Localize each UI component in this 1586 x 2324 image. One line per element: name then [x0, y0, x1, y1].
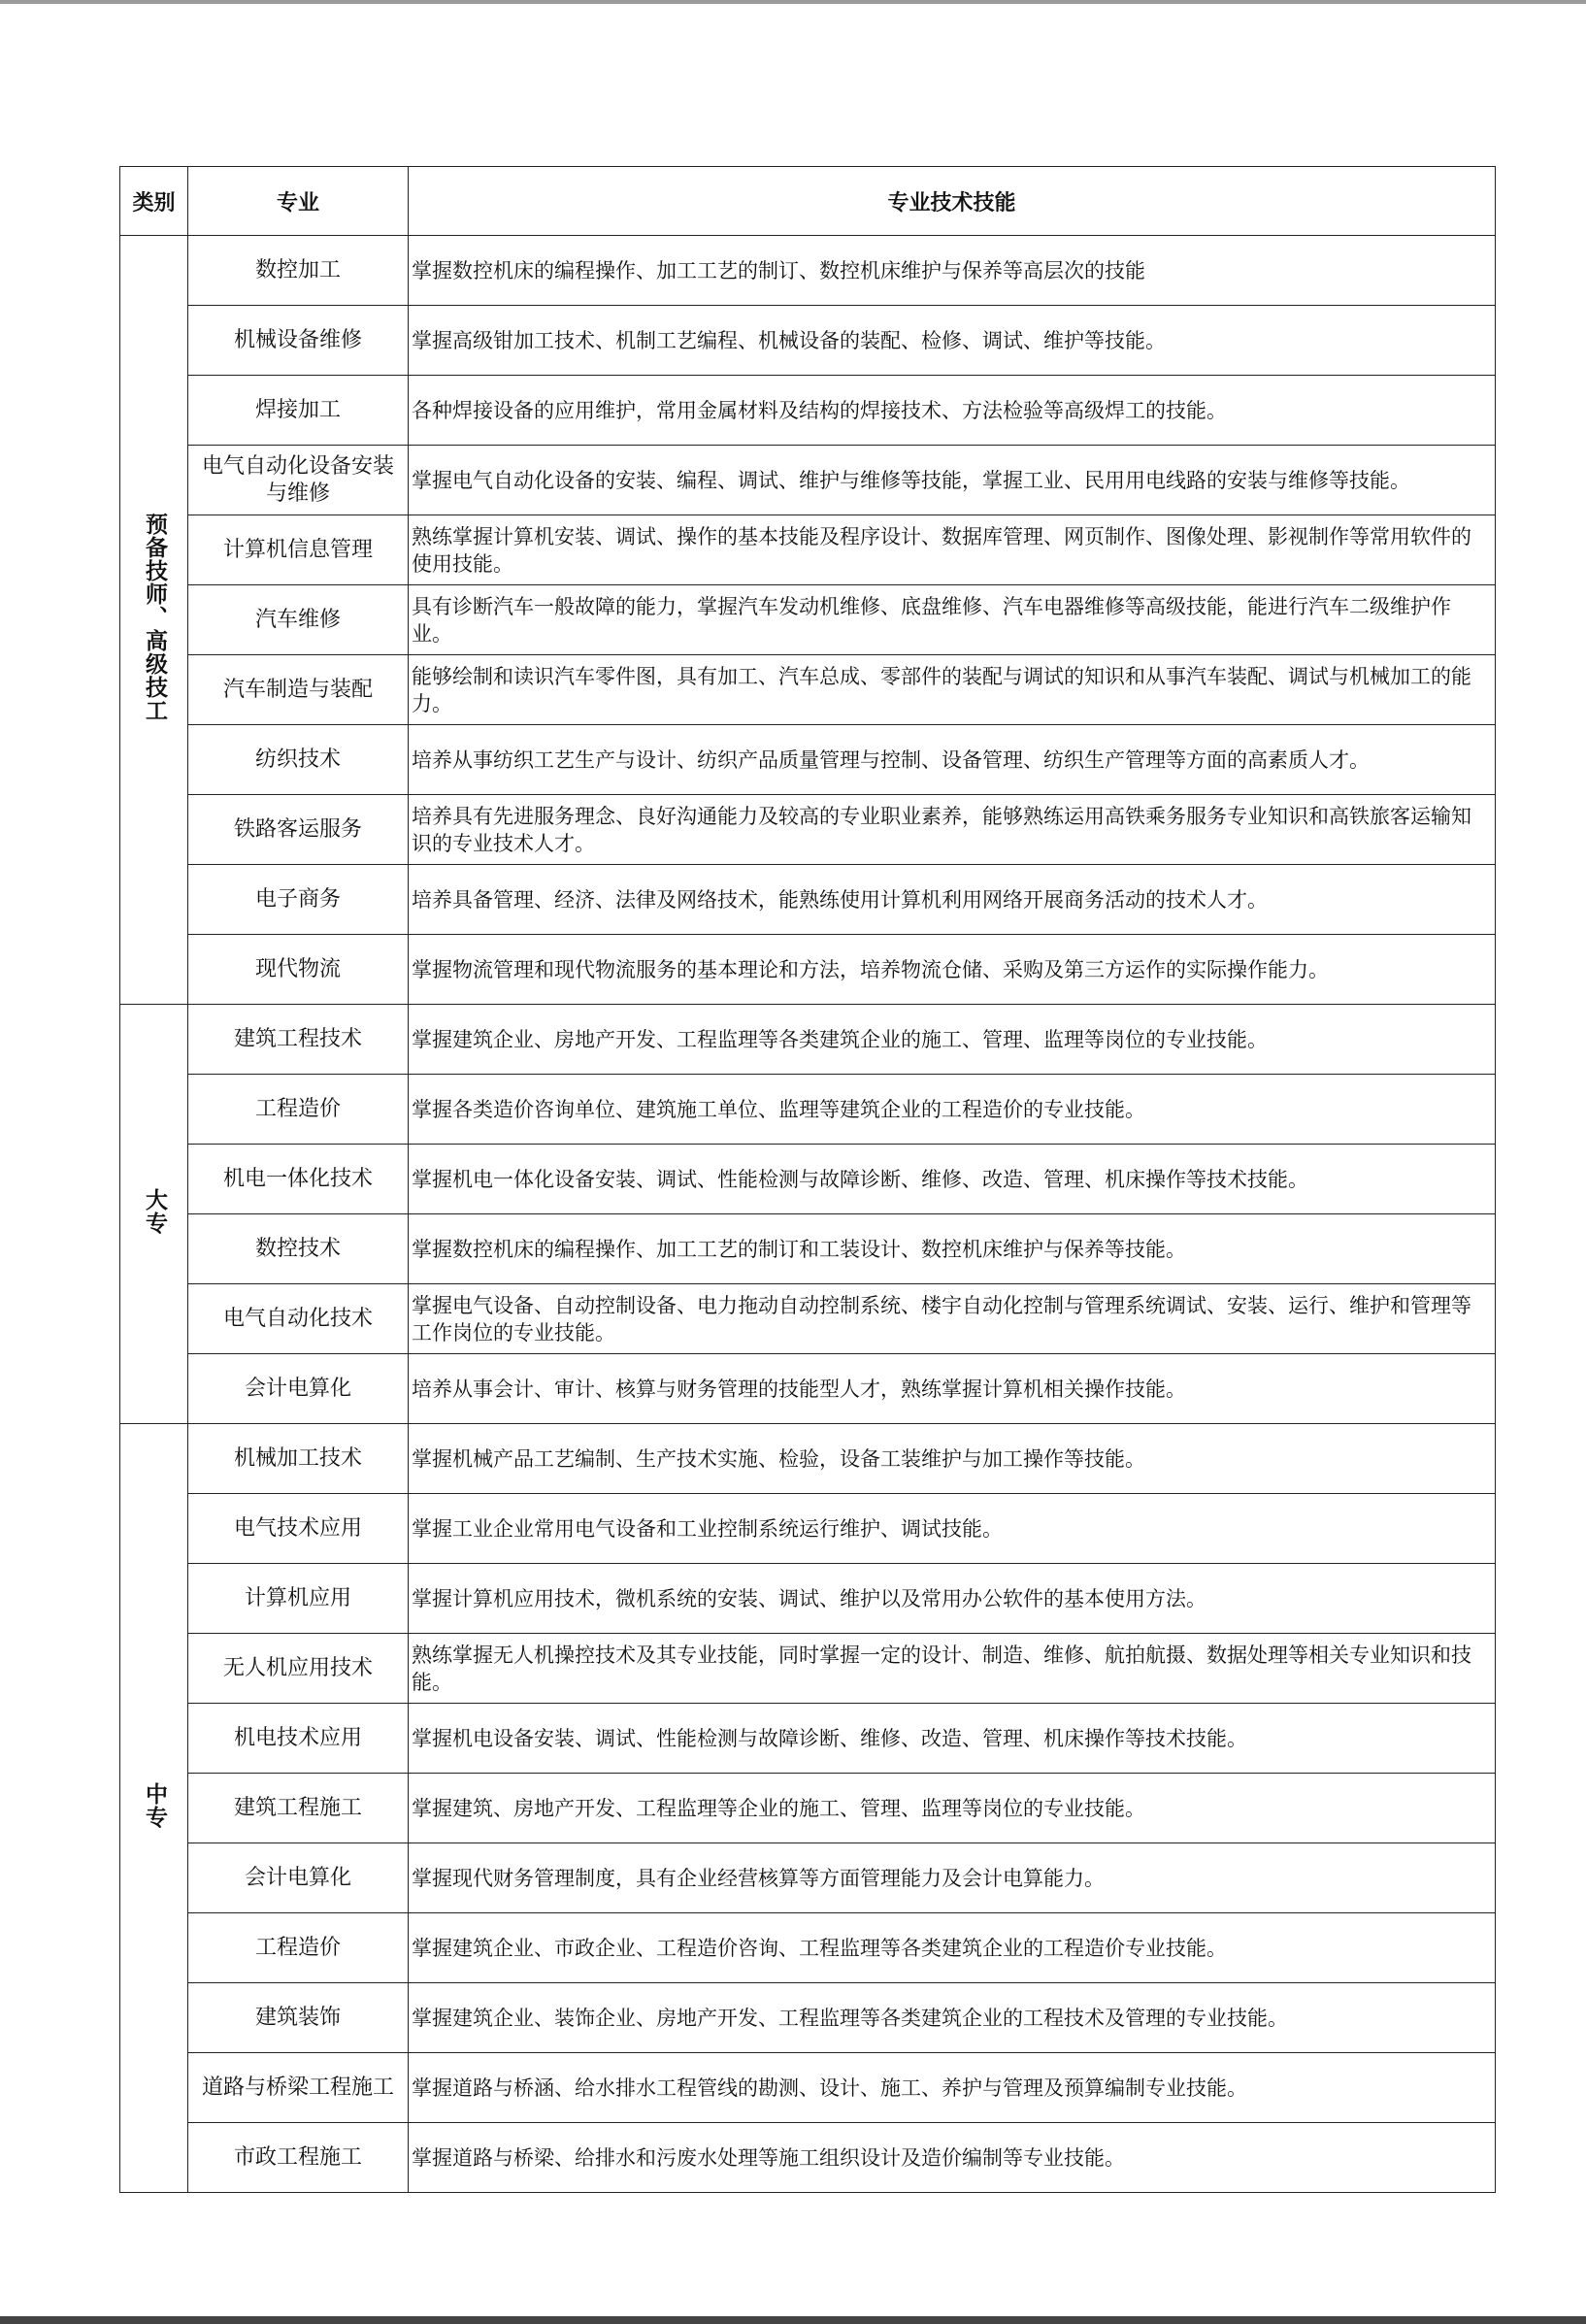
- skill-description: 掌握道路与桥梁、给排水和污废水处理等施工组织设计及造价编制等专业技能。: [409, 2123, 1496, 2193]
- major-name: 会计电算化: [188, 1354, 409, 1424]
- major-name: 铁路客运服务: [188, 795, 409, 865]
- header-major: 专业: [188, 167, 409, 236]
- skill-description: 掌握电气设备、自动控制设备、电力拖动自动控制系统、楼宇自动化控制与管理系统调试、安装、运行、维护和管理等工作岗位的专业技能。: [409, 1284, 1496, 1354]
- skill-description: 掌握建筑企业、装饰企业、房地产开发、工程监理等各类建筑企业的工程技术及管理的专业技能。: [409, 1983, 1496, 2053]
- skill-description: 掌握计算机应用技术，微机系统的安装、调试、维护以及常用办公软件的基本使用方法。: [409, 1564, 1496, 1634]
- major-name: 焊接加工: [188, 376, 409, 446]
- major-name: 机械加工技术: [188, 1424, 409, 1494]
- major-name: 建筑工程技术: [188, 1005, 409, 1075]
- table-row: [120, 1913, 1496, 1983]
- table-row: [120, 446, 1496, 515]
- major-name: 机电技术应用: [188, 1704, 409, 1774]
- table-row: [120, 376, 1496, 446]
- table-row: [120, 1354, 1496, 1424]
- table-row: [120, 2123, 1496, 2193]
- table-row: [120, 795, 1496, 865]
- table-row: [120, 1983, 1496, 2053]
- major-name: 电子商务: [188, 865, 409, 935]
- header-skills: 专业技术技能: [409, 167, 1496, 236]
- table-row: [120, 935, 1496, 1005]
- skill-description: 培养从事纺织工艺生产与设计、纺织产品质量管理与控制、设备管理、纺织生产管理等方面的高素质人才。: [409, 725, 1496, 795]
- skill-description: 熟练掌握计算机安装、调试、操作的基本技能及程序设计、数据库管理、网页制作、图像处理、影视制作等常用软件的使用技能。: [409, 515, 1496, 585]
- category-label: 中专: [142, 1781, 167, 1829]
- major-name: 建筑工程施工: [188, 1774, 409, 1843]
- skill-description: 培养具有先进服务理念、良好沟通能力及较高的专业职业素养，能够熟练运用高铁乘务服务专业知识和高铁旅客运输知识的专业技术人才。: [409, 795, 1496, 865]
- skill-description: 掌握机电一体化设备安装、调试、性能检测与故障诊断、维修、改造、管理、机床操作等技术技能。: [409, 1145, 1496, 1214]
- skill-description: 掌握工业企业常用电气设备和工业控制系统运行维护、调试技能。: [409, 1494, 1496, 1564]
- skill-description: 各种焊接设备的应用维护，常用金属材料及结构的焊接技术、方法检验等高级焊工的技能。: [409, 376, 1496, 446]
- major-name: 会计电算化: [188, 1843, 409, 1913]
- table-row: [120, 655, 1496, 725]
- table-row: [120, 1424, 1496, 1494]
- skill-description: 掌握建筑企业、市政企业、工程造价咨询、工程监理等各类建筑企业的工程造价专业技能。: [409, 1913, 1496, 1983]
- major-name: 电气技术应用: [188, 1494, 409, 1564]
- table-row: [120, 1214, 1496, 1284]
- skill-description: 掌握物流管理和现代物流服务的基本理论和方法，培养物流仓储、采购及第三方运作的实际操作能力。: [409, 935, 1496, 1005]
- major-name: 道路与桥梁工程施工: [188, 2053, 409, 2123]
- skill-description: 熟练掌握无人机操控技术及其专业技能，同时掌握一定的设计、制造、维修、航拍航摄、数据处理等相关专业知识和技能。: [409, 1634, 1496, 1704]
- skill-description: 具有诊断汽车一般故障的能力，掌握汽车发动机维修、底盘维修、汽车电器维修等高级技能，能进行汽车二级维护作业。: [409, 585, 1496, 655]
- category-label: 大专: [142, 1187, 167, 1235]
- table-row: [120, 2053, 1496, 2123]
- category-cell: [120, 1005, 188, 1424]
- major-name: 电气自动化技术: [188, 1284, 409, 1354]
- table-row: [120, 1843, 1496, 1913]
- table-row: [120, 1774, 1496, 1843]
- skill-description: 掌握建筑、房地产开发、工程监理等企业的施工、管理、监理等岗位的专业技能。: [409, 1774, 1496, 1843]
- skill-description: 掌握电气自动化设备的安装、编程、调试、维护与维修等技能，掌握工业、民用用电线路的安装与维修等技能。: [409, 446, 1496, 515]
- table-header-row: [120, 167, 1496, 236]
- major-name: 纺织技术: [188, 725, 409, 795]
- top-border-line: [0, 0, 1586, 4]
- table-row: [120, 306, 1496, 376]
- table-row: [120, 1494, 1496, 1564]
- majors-skills-table: [119, 166, 1496, 2193]
- table-row: [120, 1075, 1496, 1145]
- skill-description: 掌握各类造价咨询单位、建筑施工单位、监理等建筑企业的工程造价的专业技能。: [409, 1075, 1496, 1145]
- major-name: 汽车制造与装配: [188, 655, 409, 725]
- bottom-border-line: [0, 2316, 1586, 2324]
- table-row: [120, 236, 1496, 306]
- major-name: 计算机应用: [188, 1564, 409, 1634]
- table-row: [120, 1284, 1496, 1354]
- major-name: 机械设备维修: [188, 306, 409, 376]
- header-category: 类别: [120, 167, 188, 236]
- skill-description: 培养具备管理、经济、法律及网络技术，能熟练使用计算机利用网络开展商务活动的技术人才。: [409, 865, 1496, 935]
- table-row: [120, 1564, 1496, 1634]
- skill-description: 培养从事会计、审计、核算与财务管理的技能型人才，熟练掌握计算机相关操作技能。: [409, 1354, 1496, 1424]
- skill-description: 掌握机械产品工艺编制、生产技术实施、检验，设备工装维护与加工操作等技能。: [409, 1424, 1496, 1494]
- skill-description: 掌握现代财务管理制度，具有企业经营核算等方面管理能力及会计电算能力。: [409, 1843, 1496, 1913]
- skill-description: 掌握建筑企业、房地产开发、工程监理等各类建筑企业的施工、管理、监理等岗位的专业技能。: [409, 1005, 1496, 1075]
- category-cell: [120, 1424, 188, 2193]
- skill-description: 掌握道路与桥涵、给水排水工程管线的勘测、设计、施工、养护与管理及预算编制专业技能。: [409, 2053, 1496, 2123]
- table-row: [120, 1145, 1496, 1214]
- major-name: 计算机信息管理: [188, 515, 409, 585]
- table-row: [120, 515, 1496, 585]
- table-row: [120, 1634, 1496, 1704]
- major-name: 市政工程施工: [188, 2123, 409, 2193]
- major-name: 无人机应用技术: [188, 1634, 409, 1704]
- major-name: 汽车维修: [188, 585, 409, 655]
- skill-description: 掌握机电设备安装、调试、性能检测与故障诊断、维修、改造、管理、机床操作等技术技能。: [409, 1704, 1496, 1774]
- major-name: 机电一体化技术: [188, 1145, 409, 1214]
- major-name: 现代物流: [188, 935, 409, 1005]
- major-name: 数控技术: [188, 1214, 409, 1284]
- major-name: 工程造价: [188, 1913, 409, 1983]
- skill-description: 掌握数控机床的编程操作、加工工艺的制订、数控机床维护与保养等高层次的技能: [409, 236, 1496, 306]
- skill-description: 能够绘制和读识汽车零件图，具有加工、汽车总成、零部件的装配与调试的知识和从事汽车装配、调试与机械加工的能力。: [409, 655, 1496, 725]
- major-name: 建筑装饰: [188, 1983, 409, 2053]
- major-name: 电气自动化设备安装与维修: [188, 446, 409, 515]
- skill-description: 掌握数控机床的编程操作、加工工艺的制订和工装设计、数控机床维护与保养等技能。: [409, 1214, 1496, 1284]
- major-name: 工程造价: [188, 1075, 409, 1145]
- table-row: [120, 725, 1496, 795]
- skill-description: 掌握高级钳加工技术、机制工艺编程、机械设备的装配、检修、调试、维护等技能。: [409, 306, 1496, 376]
- category-cell: [120, 236, 188, 1005]
- category-label: 预备技师、高级技工: [142, 512, 167, 722]
- table-row: [120, 1005, 1496, 1075]
- table-row: [120, 1704, 1496, 1774]
- major-name: 数控加工: [188, 236, 409, 306]
- table-row: [120, 865, 1496, 935]
- table-row: [120, 585, 1496, 655]
- table-body: [120, 236, 1496, 2193]
